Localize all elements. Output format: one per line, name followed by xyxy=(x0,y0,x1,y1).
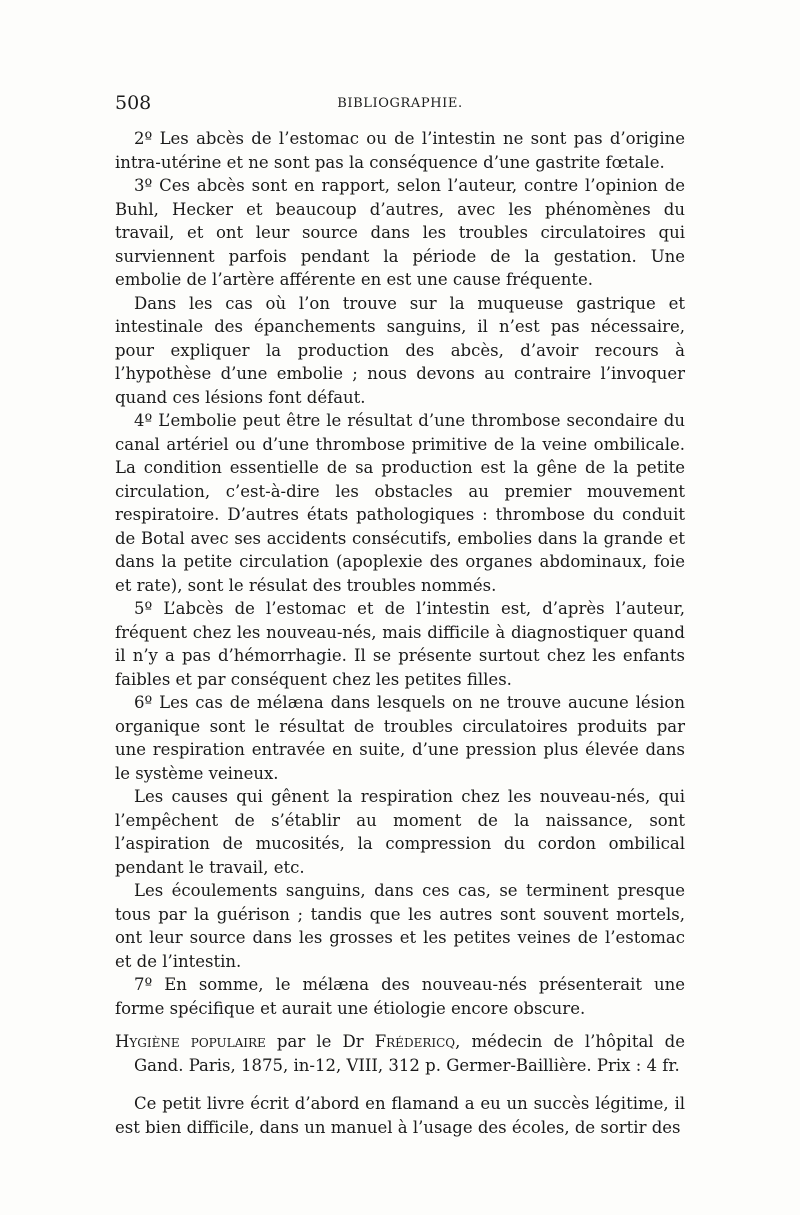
closing-paragraph: Ce petit livre écrit d’abord en flamand a eu un succès légitime, il est bien difficile, dans un manuel à l’usage des écoles, de sortir des xyxy=(115,1094,685,1137)
bibliography-entry xyxy=(115,1030,685,1077)
paragraph-causes: Les causes qui gênent la respiration chez les nouveau-nés, qui l’empêchent de s’établir au moment de la naissance, sont l’aspiration de mucosités, la compression du cordon ombilical pendant le travail, etc. xyxy=(115,787,685,877)
body-text xyxy=(115,127,685,1139)
paragraph-ecoulements: Les écoulements sanguins, dans ces cas, se terminent presque tous par la guérison ; tandis que les autres sont souvent mortels, ont leur source dans les grosses et les petites veines de l’estomac et de l’intestin. xyxy=(115,881,685,971)
paragraph-point-3: 3º Ces abcès sont en rapport, selon l’auteur, contre l’opinion de Buhl, Hecker et beaucoup d’autres, avec les phénomènes du travail, et ont leur source dans les troubles circulatoires qui surviennent parfois pendant la période de la gestation. Une embolie de l’artère afférente en est une cause fréquente. xyxy=(115,176,685,289)
page-header xyxy=(115,92,685,118)
book-details: , médecin de l’hôpital de Gand. Paris, 1875, in-12, VIII, 312 p. Germer-Baillière. Prix : 4 fr. xyxy=(134,1032,685,1075)
book-author: Frédericq xyxy=(374,1032,456,1051)
running-head: BIBLIOGRAPHIE. xyxy=(337,96,463,111)
page-number: 508 xyxy=(115,92,152,114)
paragraph-point-7: 7º En somme, le mélæna des nouveau-nés présenterait une forme spécifique et aurait une étiologie encore obscure. xyxy=(115,975,685,1018)
section-gap xyxy=(115,1077,685,1092)
paragraph-point-4: 4º L’embolie peut être le résultat d’une thrombose secondaire du canal artériel ou d’une thrombose primitive de la veine ombilicale. La condition essentielle de sa production est la gêne de la petite circulation, c’est-à-dire les obstacles au premier mouvement respiratoire. D’autres états pathologiques : thrombose du conduit de Botal avec ses accidents consécutifs, embolies dans la grande et dans la petite circulation (apoplexie des organes abdominaux, foie et rate), sont le résulat des troubles nommés. xyxy=(115,411,685,595)
paragraph-point-5: 5º L’abcès de l’estomac et de l’intestin est, d’après l’auteur, fréquent chez les nouveau-nés, mais difficile à diagnostiquer quand il n’y a pas d’hémorrhagie. Il se présente surtout chez les enfants faibles et par conséquent chez les petites filles. xyxy=(115,599,685,689)
paragraph-point-2: 2º Les abcès de l’estomac ou de l’intestin ne sont pas d’origine intra-utérine et ne sont pas la conséquence d’une gastrite fœtale. xyxy=(115,129,685,172)
book-by: par le Dr xyxy=(265,1032,375,1051)
book-title: Hygiène populaire xyxy=(115,1032,266,1051)
paragraph-point-6: 6º Les cas de mélæna dans lesquels on ne trouve aucune lésion organique sont le résultat de troubles circulatoires produits par une respiration entravée en suite, d’une pression plus élevée dans le système veineux. xyxy=(115,693,685,783)
paragraph-embolie: Dans les cas où l’on trouve sur la muqueuse gastrique et intestinale des épanchements sanguins, il n’est pas nécessaire, pour expliquer la production des abcès, d’avoir recours à l’hypothèse d’une embolie ; nous devons au contraire l’invoquer quand ces lésions font défaut. xyxy=(115,293,685,407)
